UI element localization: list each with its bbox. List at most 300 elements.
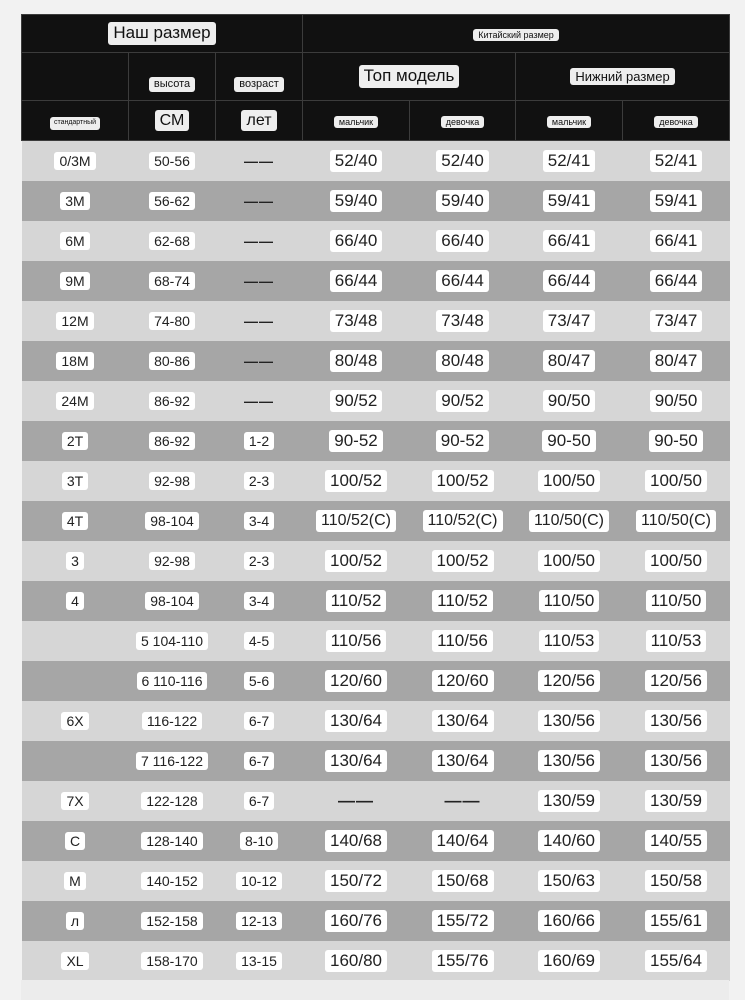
age-header <box>216 53 303 101</box>
top-girl-value: 110/52(C) <box>423 510 503 531</box>
top-girl-value: 130/64 <box>432 750 494 772</box>
bottom-boy-cell <box>516 221 623 261</box>
standard-size-cell <box>22 581 129 621</box>
height-cm-value: 122-128 <box>141 792 202 811</box>
standard-size-cell <box>22 661 129 701</box>
bottom-boy-cell <box>516 941 623 981</box>
top-boy-value: 90/52 <box>330 390 383 412</box>
height-cm-cell <box>129 261 216 301</box>
bottom-boy-value: 160/66 <box>538 910 600 932</box>
top-girl-value: 155/72 <box>432 910 494 932</box>
standard-size-value: 4T <box>62 512 88 531</box>
top-girl-value: 110/52 <box>432 590 493 612</box>
age-years-value: 3-4 <box>244 592 274 611</box>
table-row <box>22 621 730 661</box>
height-cm-cell <box>129 341 216 381</box>
bottom-boy-cell <box>516 301 623 341</box>
age-years-cell <box>216 261 303 301</box>
top-boy-value: 110/52(C) <box>316 510 396 531</box>
top-girl-value: 150/68 <box>432 870 494 892</box>
bottom-boy-cell <box>516 381 623 421</box>
standard-size-cell <box>22 461 129 501</box>
bottom-boy-value: 90-50 <box>542 430 595 452</box>
age-label: возраст <box>234 77 284 92</box>
age-years-value: 2-3 <box>244 552 274 571</box>
bottom-boy-cell <box>516 781 623 821</box>
bottom-boy-value: 140/60 <box>538 830 600 852</box>
bottom-girl-value: 110/53 <box>646 630 707 652</box>
top-boy-value: 73/48 <box>330 310 383 332</box>
top-boy-cell <box>303 181 410 221</box>
bottom-girl-value: 52/41 <box>650 150 703 172</box>
standard-header <box>22 101 129 141</box>
top-girl-cell <box>410 181 516 221</box>
top-girl-value: 100/52 <box>432 550 494 572</box>
age-years-cell <box>216 221 303 261</box>
height-cm-cell <box>129 901 216 941</box>
age-years-value: 2-3 <box>244 472 274 491</box>
age-years-value: 4-5 <box>244 632 274 651</box>
height-cm-cell <box>129 781 216 821</box>
height-cm-value: 6 110-116 <box>137 672 208 691</box>
bottom-girl-cell <box>623 461 730 501</box>
bottom-girl-value: 100/50 <box>645 470 707 492</box>
bottom-boy-cell <box>516 461 623 501</box>
top-boy-cell <box>303 781 410 821</box>
standard-size-value: 2T <box>62 432 88 451</box>
header-row-2 <box>22 53 730 101</box>
bottom-boy-value: 130/56 <box>538 750 600 772</box>
bottom-girl-cell <box>623 221 730 261</box>
bottom-girl-cell <box>623 781 730 821</box>
top-girl-cell <box>410 301 516 341</box>
bottom-girl-value: 100/50 <box>645 550 707 572</box>
standard-size-cell <box>22 301 129 341</box>
height-cm-value: 56-62 <box>149 192 195 211</box>
age-years-cell <box>216 581 303 621</box>
age-years-value: —— <box>244 153 274 169</box>
age-years-cell <box>216 741 303 781</box>
bottom-boy-value: 66/44 <box>543 270 596 292</box>
top-boy-value: 130/64 <box>325 750 387 772</box>
top-girl-cell <box>410 781 516 821</box>
standard-size-cell <box>22 781 129 821</box>
standard-size-value: 0/3M <box>54 152 95 171</box>
top-girl-value: 59/40 <box>436 190 489 212</box>
table-row <box>22 701 730 741</box>
standard-size-value: 3T <box>62 472 88 491</box>
table-row <box>22 781 730 821</box>
bottom-boy-value: 150/63 <box>538 870 600 892</box>
bottom-girl-value: 130/56 <box>645 710 707 732</box>
top-boy-cell <box>303 341 410 381</box>
bottom-girl-header <box>623 101 730 141</box>
standard-size-cell <box>22 941 129 981</box>
age-years-value: —— <box>244 313 274 329</box>
bottom-boy-cell <box>516 501 623 541</box>
bottom-boy-cell <box>516 661 623 701</box>
top-boy-cell <box>303 741 410 781</box>
top-girl-cell <box>410 941 516 981</box>
standard-size-cell <box>22 261 129 301</box>
height-cm-value: 86-92 <box>149 432 195 451</box>
height-cm-cell <box>129 141 216 182</box>
table-row <box>22 381 730 421</box>
standard-size-cell <box>22 821 129 861</box>
age-years-cell <box>216 181 303 221</box>
standard-size-cell <box>22 501 129 541</box>
age-years-cell <box>216 941 303 981</box>
chinese-size-header <box>303 15 730 53</box>
table-row <box>22 181 730 221</box>
height-cm-value: 158-170 <box>141 952 202 971</box>
bottom-girl-value: 120/56 <box>645 670 707 692</box>
standard-size-cell <box>22 741 129 781</box>
top-boy-cell <box>303 221 410 261</box>
height-cm-value: 140-152 <box>141 872 202 891</box>
height-cm-value: 98-104 <box>145 592 199 611</box>
top-boy-label: мальчик <box>334 116 378 129</box>
standard-size-value: 18M <box>56 352 93 371</box>
age-years-cell <box>216 901 303 941</box>
years-header <box>216 101 303 141</box>
bottom-boy-value: 120/56 <box>538 670 600 692</box>
top-girl-cell <box>410 661 516 701</box>
top-girl-cell <box>410 461 516 501</box>
top-boy-value: 59/40 <box>330 190 383 212</box>
our-size-header <box>22 15 303 53</box>
top-girl-value: 120/60 <box>432 670 494 692</box>
top-girl-cell <box>410 501 516 541</box>
age-years-cell <box>216 381 303 421</box>
height-cm-cell <box>129 941 216 981</box>
standard-size-value: 4 <box>66 592 84 611</box>
height-cm-value: 92-98 <box>149 552 195 571</box>
top-girl-cell <box>410 541 516 581</box>
table-row <box>22 541 730 581</box>
bottom-girl-value: 66/41 <box>650 230 703 252</box>
age-years-value: 6-7 <box>244 792 274 811</box>
top-boy-value: 140/68 <box>325 830 387 852</box>
top-boy-cell <box>303 901 410 941</box>
age-years-value: —— <box>244 393 274 409</box>
age-years-cell <box>216 701 303 741</box>
top-boy-value: 160/76 <box>325 910 387 932</box>
bottom-girl-value: 90-50 <box>649 430 702 452</box>
age-years-value: 8-10 <box>240 832 278 851</box>
bottom-girl-cell <box>623 141 730 182</box>
top-boy-value: 66/44 <box>330 270 383 292</box>
height-cm-value: 152-158 <box>141 912 202 931</box>
top-boy-cell <box>303 861 410 901</box>
height-cm-cell <box>129 381 216 421</box>
bottom-girl-value: 66/44 <box>650 270 703 292</box>
age-years-value: 6-7 <box>244 712 274 731</box>
top-girl-cell <box>410 221 516 261</box>
height-cm-cell <box>129 821 216 861</box>
height-cm-cell <box>129 301 216 341</box>
top-girl-cell <box>410 621 516 661</box>
top-girl-cell <box>410 261 516 301</box>
top-boy-cell <box>303 301 410 341</box>
standard-label: стандартный <box>50 117 100 129</box>
header-row-1 <box>22 15 730 53</box>
height-cm-value: 74-80 <box>149 312 195 331</box>
bottom-girl-cell <box>623 661 730 701</box>
top-boy-value: 100/52 <box>325 470 387 492</box>
age-years-value: 10-12 <box>236 872 282 891</box>
top-girl-value: 130/64 <box>432 710 494 732</box>
top-boy-cell <box>303 941 410 981</box>
standard-size-value: 6X <box>61 712 88 731</box>
height-cm-cell <box>129 741 216 781</box>
bottom-boy-cell <box>516 701 623 741</box>
age-years-value: —— <box>244 193 274 209</box>
standard-size-cell <box>22 421 129 461</box>
age-years-value: 13-15 <box>236 952 282 971</box>
top-girl-cell <box>410 741 516 781</box>
top-boy-value: 80/48 <box>330 350 383 372</box>
bottom-girl-value: 73/47 <box>650 310 703 332</box>
age-years-value: 6-7 <box>244 752 274 771</box>
bottom-girl-cell <box>623 541 730 581</box>
table-row <box>22 141 730 182</box>
bottom-girl-cell <box>623 181 730 221</box>
standard-size-cell <box>22 541 129 581</box>
top-boy-cell <box>303 701 410 741</box>
standard-size-value: С <box>65 832 85 851</box>
bottom-boy-value: 80/47 <box>543 350 596 372</box>
top-boy-value: 110/52 <box>326 590 387 612</box>
age-years-cell <box>216 661 303 701</box>
height-label: высота <box>149 77 195 92</box>
standard-size-cell <box>22 381 129 421</box>
top-girl-cell <box>410 141 516 182</box>
bottom-girl-cell <box>623 501 730 541</box>
height-cm-cell <box>129 661 216 701</box>
height-cm-cell <box>129 501 216 541</box>
height-cm-value: 80-86 <box>149 352 195 371</box>
height-cm-cell <box>129 701 216 741</box>
standard-size-value: 7X <box>61 792 88 811</box>
top-girl-cell <box>410 861 516 901</box>
top-girl-cell <box>410 821 516 861</box>
age-years-value: —— <box>244 273 274 289</box>
bottom-girl-value: 130/56 <box>645 750 707 772</box>
bottom-girl-cell <box>623 381 730 421</box>
top-boy-value: 100/52 <box>325 550 387 572</box>
table-row <box>22 741 730 781</box>
bottom-girl-cell <box>623 861 730 901</box>
bottom-girl-cell <box>623 301 730 341</box>
standard-size-value: 9M <box>60 272 89 291</box>
bottom-boy-cell <box>516 541 623 581</box>
age-years-value: 3-4 <box>244 512 274 531</box>
bottom-girl-cell <box>623 941 730 981</box>
height-cm-value: 92-98 <box>149 472 195 491</box>
bottom-boy-cell <box>516 581 623 621</box>
top-boy-cell <box>303 661 410 701</box>
top-boy-value: 52/40 <box>330 150 383 172</box>
height-cm-cell <box>129 181 216 221</box>
age-years-value: —— <box>244 353 274 369</box>
top-boy-cell <box>303 541 410 581</box>
age-years-cell <box>216 861 303 901</box>
bottom-boy-value: 110/50(C) <box>529 510 609 531</box>
height-cm-cell <box>129 581 216 621</box>
size-chart-table <box>21 14 730 981</box>
bottom-boy-cell <box>516 821 623 861</box>
height-cm-value: 68-74 <box>149 272 195 291</box>
bottom-boy-value: 52/41 <box>543 150 596 172</box>
bottom-girl-cell <box>623 581 730 621</box>
chinese-size-label: Китайский размер <box>473 29 559 42</box>
top-boy-cell <box>303 141 410 182</box>
bottom-girl-value: 110/50(C) <box>636 510 716 531</box>
bottom-boy-header <box>516 101 623 141</box>
bottom-boy-cell <box>516 181 623 221</box>
bottom-boy-cell <box>516 741 623 781</box>
table-row <box>22 861 730 901</box>
age-years-cell <box>216 821 303 861</box>
top-girl-cell <box>410 701 516 741</box>
bottom-boy-value: 110/53 <box>539 630 600 652</box>
top-model-label: Топ модель <box>359 65 460 87</box>
table-row <box>22 821 730 861</box>
standard-size-value: л <box>66 912 84 931</box>
bottom-boy-cell <box>516 901 623 941</box>
age-years-value: 1-2 <box>244 432 274 451</box>
bottom-boy-value: 100/50 <box>538 550 600 572</box>
standard-size-value: 3 <box>66 552 84 571</box>
bottom-girl-cell <box>623 621 730 661</box>
top-boy-cell <box>303 461 410 501</box>
top-boy-value: 120/60 <box>325 670 387 692</box>
top-girl-cell <box>410 341 516 381</box>
height-cm-value: 62-68 <box>149 232 195 251</box>
standard-size-value: 3M <box>60 192 89 211</box>
top-boy-cell <box>303 261 410 301</box>
age-years-cell <box>216 421 303 461</box>
standard-size-cell <box>22 181 129 221</box>
bottom-girl-cell <box>623 741 730 781</box>
table-row <box>22 661 730 701</box>
bottom-boy-value: 59/41 <box>543 190 596 212</box>
blank-header-cell <box>22 53 129 101</box>
top-girl-value: 66/44 <box>436 270 489 292</box>
cm-label: СМ <box>155 110 190 131</box>
age-years-value: 5-6 <box>244 672 274 691</box>
top-boy-value: 130/64 <box>325 710 387 732</box>
height-cm-cell <box>129 621 216 661</box>
top-boy-cell <box>303 501 410 541</box>
height-cm-cell <box>129 541 216 581</box>
top-boy-header <box>303 101 410 141</box>
standard-size-value: XL <box>61 952 88 971</box>
standard-size-value: 6M <box>60 232 89 251</box>
top-boy-cell <box>303 381 410 421</box>
top-boy-cell <box>303 621 410 661</box>
years-label: лет <box>241 110 276 131</box>
bottom-boy-value: 130/56 <box>538 710 600 732</box>
bottom-girl-cell <box>623 421 730 461</box>
height-cm-cell <box>129 461 216 501</box>
standard-size-cell <box>22 221 129 261</box>
age-years-cell <box>216 301 303 341</box>
top-boy-value: 66/40 <box>330 230 383 252</box>
height-cm-value: 116-122 <box>142 712 202 731</box>
top-girl-label: девочка <box>441 116 485 129</box>
table-row <box>22 461 730 501</box>
table-row <box>22 581 730 621</box>
bottom-girl-value: 80/47 <box>650 350 703 372</box>
top-boy-cell <box>303 581 410 621</box>
bottom-size-header <box>516 53 730 101</box>
top-girl-value: —— <box>444 791 481 810</box>
age-years-value: —— <box>244 233 274 249</box>
bottom-girl-cell <box>623 341 730 381</box>
bottom-girl-value: 155/61 <box>645 910 707 932</box>
height-cm-value: 128-140 <box>141 832 202 851</box>
bottom-strip <box>21 980 729 1000</box>
table-row <box>22 421 730 461</box>
top-girl-value: 90/52 <box>436 390 489 412</box>
bottom-boy-value: 130/59 <box>538 790 600 812</box>
standard-size-cell <box>22 341 129 381</box>
top-girl-value: 66/40 <box>436 230 489 252</box>
height-header <box>129 53 216 101</box>
bottom-boy-cell <box>516 421 623 461</box>
top-girl-cell <box>410 901 516 941</box>
top-boy-value: 150/72 <box>325 870 387 892</box>
height-cm-value: 98-104 <box>145 512 199 531</box>
bottom-girl-value: 90/50 <box>650 390 703 412</box>
height-cm-value: 50-56 <box>149 152 195 171</box>
bottom-boy-label: мальчик <box>547 116 591 129</box>
bottom-girl-cell <box>623 261 730 301</box>
header-row-3 <box>22 101 730 141</box>
table-row <box>22 501 730 541</box>
bottom-boy-cell <box>516 621 623 661</box>
top-girl-value: 140/64 <box>432 830 494 852</box>
top-girl-value: 100/52 <box>432 470 494 492</box>
table-row <box>22 941 730 981</box>
standard-size-value: 12M <box>56 312 93 331</box>
top-boy-value: 110/56 <box>326 630 387 652</box>
age-years-value: 12-13 <box>236 912 282 931</box>
bottom-girl-value: 59/41 <box>650 190 703 212</box>
top-model-header <box>303 53 516 101</box>
table-row <box>22 301 730 341</box>
cm-header <box>129 101 216 141</box>
top-girl-cell <box>410 581 516 621</box>
our-size-label: Наш размер <box>108 22 215 44</box>
bottom-girl-label: девочка <box>654 116 698 129</box>
top-boy-value: 160/80 <box>325 950 387 972</box>
table-row <box>22 901 730 941</box>
age-years-cell <box>216 501 303 541</box>
bottom-boy-value: 66/41 <box>543 230 596 252</box>
bottom-boy-cell <box>516 341 623 381</box>
bottom-boy-cell <box>516 861 623 901</box>
age-years-cell <box>216 461 303 501</box>
age-years-cell <box>216 781 303 821</box>
top-girl-value: 90-52 <box>436 430 489 452</box>
standard-size-cell <box>22 621 129 661</box>
table-row <box>22 341 730 381</box>
bottom-boy-cell <box>516 261 623 301</box>
top-girl-cell <box>410 381 516 421</box>
